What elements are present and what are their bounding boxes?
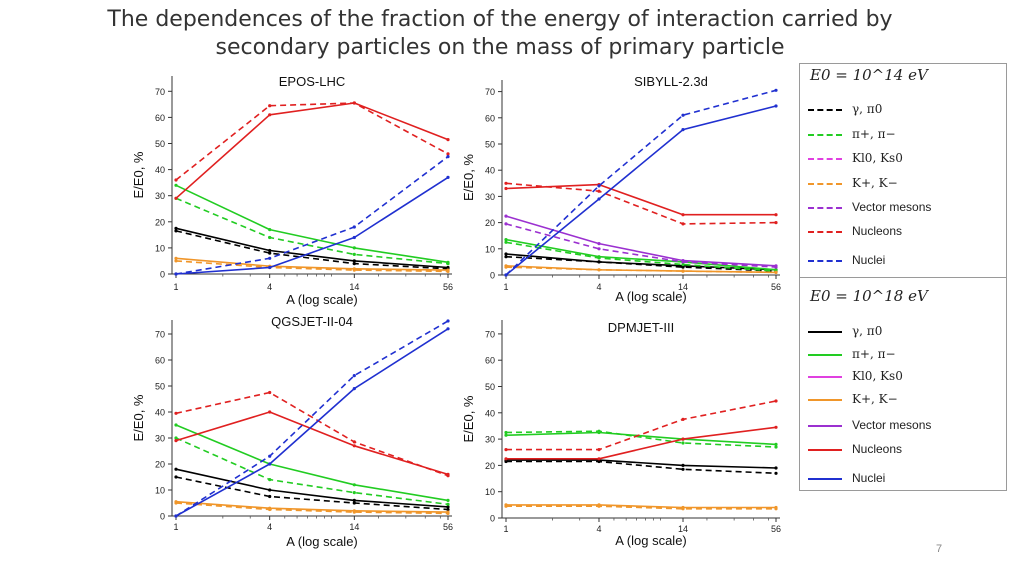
chart1-series-6-point-0: [504, 215, 507, 218]
chart2-series-0-point-1: [268, 488, 271, 491]
chart0-series-6-point-0: [174, 197, 177, 200]
chart2-series-7-point-1: [268, 391, 271, 394]
chart3-series-6-point-0: [504, 457, 507, 460]
chart3-ytick-label-0: 0: [489, 513, 495, 524]
chart0-series-7-point-0: [174, 178, 177, 181]
chart1-xtick-label-1: 4: [596, 282, 602, 292]
chart1-xtick-label-3: 56: [770, 282, 782, 292]
chart3-series-5-point-3: [774, 507, 777, 510]
chart2-series-1-point-2: [353, 501, 356, 504]
chart0-series-8-point-2: [353, 236, 356, 239]
chart0-ytick-label-7: 70: [154, 86, 165, 97]
legend-label-dashed-5: Nucleons: [852, 224, 903, 238]
chart3-xtick-label-3: 56: [770, 524, 782, 534]
chart0-series-8-point-1: [268, 266, 271, 269]
chart1-series-10-point-3: [774, 104, 777, 107]
chart2-series-7-point-3: [446, 474, 449, 477]
chart2-series-2-point-3: [446, 499, 449, 502]
chart2-series-9-point-0: [174, 514, 177, 517]
chart2-xtick-label-0: 1: [173, 522, 179, 532]
chart2-series-5-point-1: [268, 508, 271, 511]
chart2-series-6: [176, 412, 448, 474]
chart1-xtick-label-0: 1: [503, 282, 509, 292]
chart3-ytick-label-6: 60: [484, 355, 495, 366]
chart2-ytick-label-2: 20: [154, 459, 165, 470]
chart3-series-5-point-2: [681, 507, 684, 510]
chart1-series-8-point-2: [681, 213, 684, 216]
chart1-series-9-point-0: [504, 182, 507, 185]
chart2-xtick-label-1: 4: [267, 522, 273, 532]
chart0-series-6: [176, 103, 448, 198]
chart2-xtick-label-2: 14: [349, 522, 360, 532]
chart1-xtick-label-2: 14: [678, 282, 689, 292]
legend-label-dashed-3: K+, K−: [852, 176, 898, 190]
chart3-xlabel: A (log scale): [615, 533, 687, 548]
chart3-series-7-point-0: [504, 448, 507, 451]
chart3-xtick-label-0: 1: [503, 524, 509, 534]
chart0-series-6-point-1: [268, 113, 271, 116]
chart3-series-0-point-3: [774, 466, 777, 469]
chart2-series-5-point-0: [174, 501, 177, 504]
chart0-ylabel: E/E0, %: [131, 151, 146, 199]
chart2-series-7-point-0: [174, 412, 177, 415]
chart1-series-7-point-3: [774, 266, 777, 269]
chart1-series-7-point-0: [504, 222, 507, 225]
chart3-xtick-label-2: 14: [678, 524, 689, 534]
chart2-ytick-label-6: 60: [154, 355, 165, 366]
chart2-series-8-point-3: [446, 327, 449, 330]
chart0-series-5-point-2: [353, 269, 356, 272]
chart3-series-0-point-2: [681, 464, 684, 467]
chart2-ytick-label-1: 10: [154, 485, 165, 496]
chart0-series-3-point-2: [353, 253, 356, 256]
chart0-series-6-point-3: [446, 138, 449, 141]
chart0-xtick-label-3: 56: [442, 282, 454, 292]
chart0-ytick-label-3: 30: [154, 191, 165, 202]
chart0-ytick-label-4: 40: [154, 165, 165, 176]
chart0-xlabel: A (log scale): [286, 292, 358, 307]
chart2-series-5-point-2: [353, 510, 356, 513]
chart0-series-2-point-0: [174, 184, 177, 187]
chart3-ytick-label-2: 20: [484, 460, 495, 471]
chart3-series-3-point-1: [597, 430, 600, 433]
chart1-ytick-label-0: 0: [489, 270, 495, 281]
chart1-ytick-label-4: 40: [484, 165, 495, 176]
chart2-ytick-label-3: 30: [154, 433, 165, 444]
chart1-series-1-point-1: [597, 260, 600, 263]
chart2-series-2-point-2: [353, 483, 356, 486]
chart3-title: DPMJET-III: [607, 320, 675, 335]
chart0-series-1-point-0: [174, 229, 177, 232]
chart0-xtick-label-0: 1: [173, 282, 179, 292]
chart1-series-11-point-3: [774, 89, 777, 92]
chart3-ytick-label-3: 30: [484, 434, 495, 445]
chart1-series-10-point-2: [681, 128, 684, 131]
chart0-series-8-point-3: [446, 176, 449, 179]
chart2-series-8-point-1: [268, 462, 271, 465]
chart3-ytick-label-5: 50: [484, 382, 495, 392]
chart1-series-9: [506, 183, 776, 224]
chart2-ytick-label-7: 70: [154, 329, 165, 340]
legend-label-dashed-1: π+, π−: [852, 127, 896, 141]
chart0-series-9-point-1: [268, 257, 271, 260]
chart2-series-3-point-3: [446, 503, 449, 506]
chart2-series-9-point-1: [268, 455, 271, 458]
chart1-title: SIBYLL-2.3d: [634, 74, 708, 89]
chart2-xlabel: A (log scale): [286, 534, 358, 549]
chart0-series-3-point-1: [268, 236, 271, 239]
chart0-series-2-point-1: [268, 228, 271, 231]
chart3-series-1-point-2: [681, 468, 684, 471]
slide-title: The dependences of the fraction of the energy of interaction carried by secondary particles on the mass of primary particle: [107, 7, 893, 60]
legend-header-dashed-text: E0 = 10^14 eV: [810, 66, 928, 84]
chart1-ylabel: E/E0, %: [461, 154, 476, 201]
chart0-series-9-point-3: [446, 155, 449, 158]
chart1-series-9-point-3: [774, 221, 777, 224]
chart1-series-11-point-1: [597, 184, 600, 187]
chart3-series-6-point-2: [681, 438, 684, 441]
chart3-series-7-point-3: [774, 399, 777, 402]
chart2-series-5-point-3: [446, 512, 449, 515]
chart0-ytick-label-0: 0: [159, 269, 165, 280]
chart0-series-1-point-1: [268, 252, 271, 255]
chart2-ytick-label-5: 50: [154, 381, 165, 392]
chart3-series-3-point-0: [504, 431, 507, 434]
chart0-series-9-point-2: [353, 225, 356, 228]
chart1-series-8-point-3: [774, 213, 777, 216]
chart1-series-5-point-2: [681, 270, 684, 273]
chart3-ytick-label-4: 40: [484, 408, 495, 419]
chart1-series-8-point-0: [504, 187, 507, 190]
chart3-series-2: [506, 433, 776, 445]
chart2-series-7: [176, 393, 448, 476]
chart0-series-7-point-1: [268, 104, 271, 107]
chart0-series-5-point-3: [446, 270, 449, 273]
chart3-series-7-point-2: [681, 418, 684, 421]
chart2-title: QGSJET-II-04: [271, 314, 353, 329]
chart1-ytick-label-1: 10: [484, 244, 495, 255]
chart2-series-0-point-0: [174, 468, 177, 471]
chart2-series-1-point-0: [174, 475, 177, 478]
chart2-series-6-point-1: [268, 410, 271, 413]
chart0-ytick-label-5: 50: [154, 139, 165, 149]
chart0-xtick-label-1: 4: [267, 282, 273, 292]
chart1-series-3-point-1: [597, 256, 600, 259]
chart0-ytick-label-2: 20: [154, 217, 165, 228]
chart3-ylabel: E/E0, %: [461, 395, 476, 443]
chart0-ytick-label-6: 60: [154, 112, 165, 123]
chart2-series-6-point-2: [353, 444, 356, 447]
legend-label-dashed-4: Vector mesons: [852, 200, 932, 214]
chart0-series-3: [176, 198, 448, 263]
chart0-series-2: [176, 185, 448, 262]
chart2-series-3-point-2: [353, 491, 356, 494]
chart2-series-3-point-1: [268, 478, 271, 481]
chart3-series-7-point-1: [597, 448, 600, 451]
chart2-series-8-point-2: [353, 387, 356, 390]
chart2-ytick-label-0: 0: [159, 511, 165, 522]
chart2-series-9-point-2: [353, 374, 356, 377]
chart2-series-2-point-0: [174, 423, 177, 426]
chart2-series-7-point-2: [353, 440, 356, 443]
chart0-series-7-point-2: [353, 101, 356, 104]
chart3-series-5-point-0: [504, 505, 507, 508]
chart3-ytick-label-1: 10: [484, 487, 495, 498]
chart1-series-9-point-2: [681, 222, 684, 225]
chart3-xtick-label-1: 4: [596, 524, 602, 534]
chart0-xtick-label-2: 14: [349, 282, 360, 292]
legend-label-solid-1: π+, π−: [852, 347, 896, 361]
chart3-series-6-point-3: [774, 426, 777, 429]
chart0-ytick-label-1: 10: [154, 243, 165, 254]
chart3-ytick-label-7: 70: [484, 329, 495, 340]
legend-label-solid-5: Nucleons: [852, 442, 903, 456]
chart1-series-9-point-1: [597, 190, 600, 193]
chart1-series-1-point-0: [504, 255, 507, 258]
legend-label-solid-0: γ, π0: [852, 324, 883, 338]
chart0-series-9-point-0: [174, 272, 177, 275]
chart1-series-11-point-2: [681, 114, 684, 117]
chart0-series-7: [176, 103, 448, 180]
chart0-series-5-point-0: [174, 259, 177, 262]
chart2-xtick-label-3: 56: [442, 522, 454, 532]
chart1-series-5-point-3: [774, 271, 777, 274]
chart3-series-6-point-1: [597, 457, 600, 460]
chart1-ytick-label-6: 60: [484, 113, 495, 124]
chart1-xlabel: A (log scale): [615, 289, 687, 304]
chart1-series-5-point-0: [504, 266, 507, 269]
chart1-series-6-point-1: [597, 242, 600, 245]
legend-label-solid-6: Nuclei: [852, 471, 886, 485]
chart0-series-3-point-3: [446, 262, 449, 265]
chart0-series-2-point-2: [353, 246, 356, 249]
chart1-series-3-point-0: [504, 241, 507, 244]
legend-label-dashed-2: Kl0, Ks0: [852, 151, 903, 165]
chart0-series-1-point-2: [353, 262, 356, 265]
legend-label-solid-3: K+, K−: [852, 392, 898, 406]
chart1-series-10-point-1: [597, 197, 600, 200]
chart1-series-11-point-0: [504, 273, 507, 276]
chart3-series-5-point-1: [597, 505, 600, 508]
legend-header-solid-text: E0 = 10^18 eV: [810, 287, 928, 305]
chart2-ylabel: E/E0, %: [131, 394, 146, 442]
chart1-series-5-point-1: [597, 268, 600, 271]
page-number: 7: [936, 543, 943, 555]
chart2-series-8: [176, 329, 448, 516]
chart2-series-1-point-1: [268, 495, 271, 498]
chart1-series-7-point-2: [681, 260, 684, 263]
chart0-title: EPOS-LHC: [278, 74, 346, 89]
chart3-series-3-point-3: [774, 445, 777, 448]
chart1-series-7-point-1: [597, 247, 600, 250]
legend-label-solid-4: Vector mesons: [852, 418, 932, 432]
chart1-series-8: [506, 185, 776, 215]
legend-label-dashed-0: γ, π0: [852, 102, 883, 116]
chart1-ytick-label-5: 50: [484, 139, 495, 150]
chart1-ytick-label-3: 30: [484, 191, 495, 202]
chart3-series-1-point-3: [774, 472, 777, 475]
chart3-series-3-point-2: [681, 441, 684, 444]
legend-label-solid-2: Kl0, Ks0: [852, 369, 903, 383]
chart2-ytick-label-4: 40: [154, 407, 165, 418]
chart2-series-9-point-3: [446, 319, 449, 322]
legend-label-dashed-6: Nuclei: [852, 253, 886, 267]
chart1-series-7: [506, 224, 776, 267]
chart1-ytick-label-2: 20: [484, 218, 495, 229]
chart2-series-6-point-0: [174, 439, 177, 442]
chart1-ytick-label-7: 70: [484, 87, 495, 98]
